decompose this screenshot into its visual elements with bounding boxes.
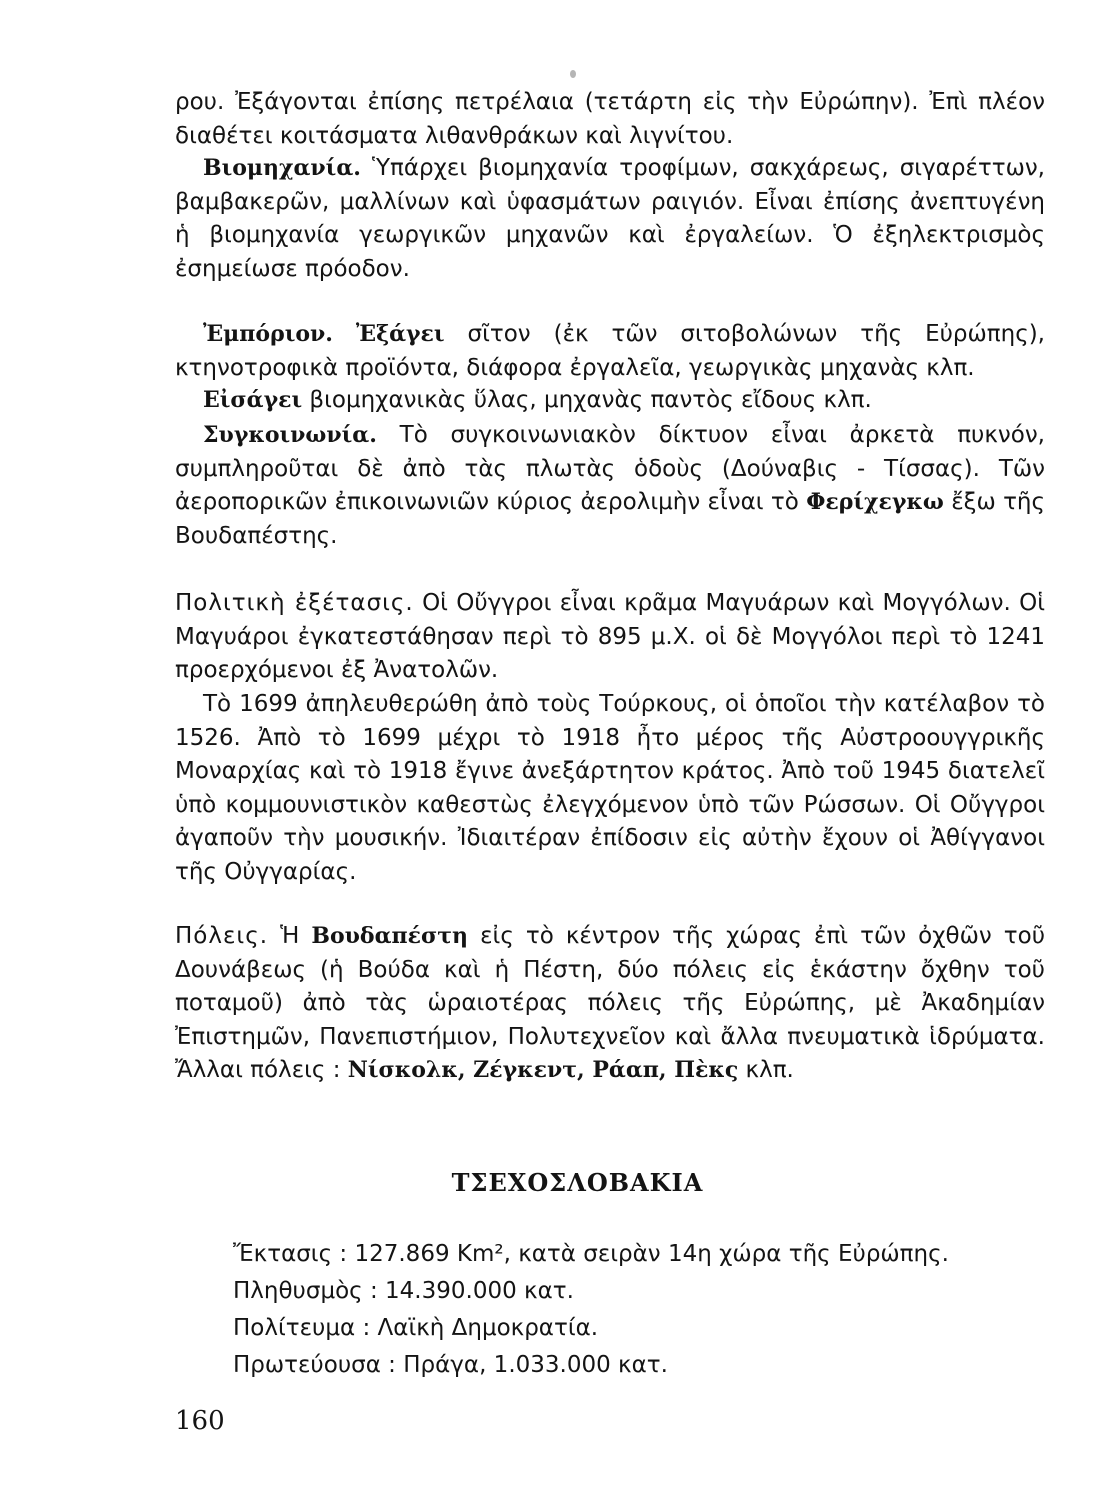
cities-list: Νίσκολκ, Ζέγκεντ, Ράαπ, Πὲκς [347, 1057, 739, 1083]
paragraph-communication [175, 419, 1045, 553]
print-speck [570, 70, 576, 78]
import-text: βιομηχανικὰς ὕλας, μηχανὰς παντὸς εἴδους κλπ. [309, 387, 872, 413]
airport-name: Φερίχεγκω [806, 489, 944, 515]
paragraph-cities [175, 920, 1045, 1088]
industry-heading: Βιομηχανία. [203, 155, 361, 181]
trade-text: σῖτον (ἐκ τῶν σιτοβολώνων τῆς Εὐρώπης), κτηνοτροφικὰ προϊόντα, διάφορα ἐργαλεῖα, γεωργικὰς μηχανὰς κλπ. [175, 321, 1045, 381]
fact-value: Λαϊκὴ Δημοκρατία. [377, 1315, 599, 1341]
communication-text: Τὸ συγκοινωνιακὸν δίκτυον εἶναι ἀρκετὰ πυκνόν, συμπληροῦται δὲ ἀπὸ τὰς πλωτὰς ὁδοὺς (Δούναβις - Τίσσας). Τῶν ἀεροπορικῶν ἐπικοινωνιῶν κύριος ἀερολιμὴν εἶναι τὸ [175, 422, 1045, 515]
section-title: ΤΣΕΧΟΣΛΟΒΑΚΙΑ [451, 1168, 704, 1197]
paragraph-history [175, 688, 1045, 889]
politics-text: Οἱ Οὔγγροι εἶναι κρᾶμα Μαγυάρων καὶ Μογγόλων. Οἱ Μαγυάροι ἐγκατεστάθησαν περὶ τὸ 895 μ.Χ. οἱ δὲ Μογγόλοι περὶ τὸ 1241 προερχόμενοι ἐξ Ἀνατολῶν. [175, 590, 1045, 683]
industry-text: Ὑπάρχει βιομηχανία τροφίμων, σακχάρεως, σιγαρέττων, βαμβακερῶν, μαλλίνων καὶ ὑφασμάτων ραιγιόν. Εἶναι ἐπίσης ἀνεπτυγένη ἡ βιομηχανία γεωργικῶν μηχανῶν καὶ ἐργαλείων. Ὁ ἐξηλεκτρισμὸς ἐσημείωσε πρόοδον. [175, 155, 1045, 282]
communication-heading: Συγκοινωνία. [203, 422, 377, 448]
import-heading: Εἰσάγει [203, 387, 303, 413]
fact-label: Πολίτευμα : [233, 1315, 371, 1341]
history-text: Τὸ 1699 ἀπηλευθερώθη ἀπὸ τοὺς Τούρκους, οἱ ὁποῖοι τὴν κατέλαβον τὸ 1526. Ἀπὸ τὸ 1699 μέχρι τὸ 1918 ἦτο μέρος τῆς Αὐστροουγγρικῆς Μοναρχίας καὶ τὸ 1918 ἔγινε ἀνεξάρτητον κράτος. Ἀπὸ τοῦ 1945 διατελεῖ ὑπὸ κομμουνιστικὸν καθεστὼς ἐλεγχόμενον ὑπὸ τῶν Ρώσσων. Οἱ Οὔγγροι ἀγαποῦν τὴν μουσικήν. Ἰδιαιτέραν ἐπίδοσιν εἰς αὐτὴν ἔχουν οἱ Ἀθίγγανοι τῆς Οὐγγαρίας. [175, 691, 1045, 885]
politics-heading: Πολιτικὴ ἐξέτασις. [175, 590, 414, 616]
trade-heading: Ἐμπόριον. [203, 321, 333, 347]
intro-text: ρου. Ἐξάγονται ἐπίσης πετρέλαια (τετάρτη εἰς τὴν Εὐρώπην). Ἐπὶ πλέον διαθέτει κοιτάσματα λιθανθράκων καὶ λιγνίτου. [175, 89, 1045, 149]
fact-label: Πληθυσμὸς : [233, 1278, 378, 1304]
fact-row-government [233, 1310, 1053, 1347]
fact-value: 14.390.000 κατ. [385, 1278, 574, 1304]
communication-tail: ἔξω τῆς Βουδαπέστης. [175, 489, 1046, 549]
trade-verb: Ἐξάγει [355, 321, 445, 347]
facts-list [233, 1236, 1053, 1384]
fact-row-capital [233, 1347, 1053, 1384]
fact-label: Πρωτεύουσα : [233, 1352, 396, 1378]
cities-tail: κλπ. [745, 1057, 794, 1083]
paragraph-intro [175, 86, 1045, 153]
cities-heading: Πόλεις. [175, 923, 269, 949]
cities-article: Ἡ [280, 923, 300, 949]
fact-row-population [233, 1273, 1053, 1310]
capital-name: Βουδαπέστη [311, 923, 469, 949]
fact-value: Πράγα, 1.033.000 κατ. [403, 1352, 668, 1378]
cities-text: εἰς τὸ κέντρον τῆς χώρας ἐπὶ τῶν ὀχθῶν τοῦ Δουνάβεως (ἡ Βούδα καὶ ἡ Πέστη, δύο πόλεις εἰς ἑκάστην ὄχθην τοῦ ποταμοῦ) ἀπὸ τὰς ὡραιοτέρας πόλεις τῆς Εὐρώπης, μὲ Ἀκαδημίαν Ἐπιστημῶν, Πανεπιστήμιον, Πολυτεχνεῖον καὶ ἄλλα πνευματικὰ ἱδρύματα. Ἄλλαι πόλεις : [175, 923, 1046, 1083]
paragraph-trade [175, 318, 1045, 385]
paragraph-industry [175, 152, 1045, 286]
paragraph-politics [175, 587, 1045, 688]
page-number: 160 [175, 1406, 225, 1436]
fact-label: Ἔκτασις : [233, 1241, 348, 1267]
fact-value: 127.869 Km², κατὰ σειρὰν 14η χώρα τῆς Εὐρώπης. [354, 1241, 949, 1267]
fact-row-area [233, 1236, 1053, 1273]
paragraph-import [175, 384, 1045, 418]
